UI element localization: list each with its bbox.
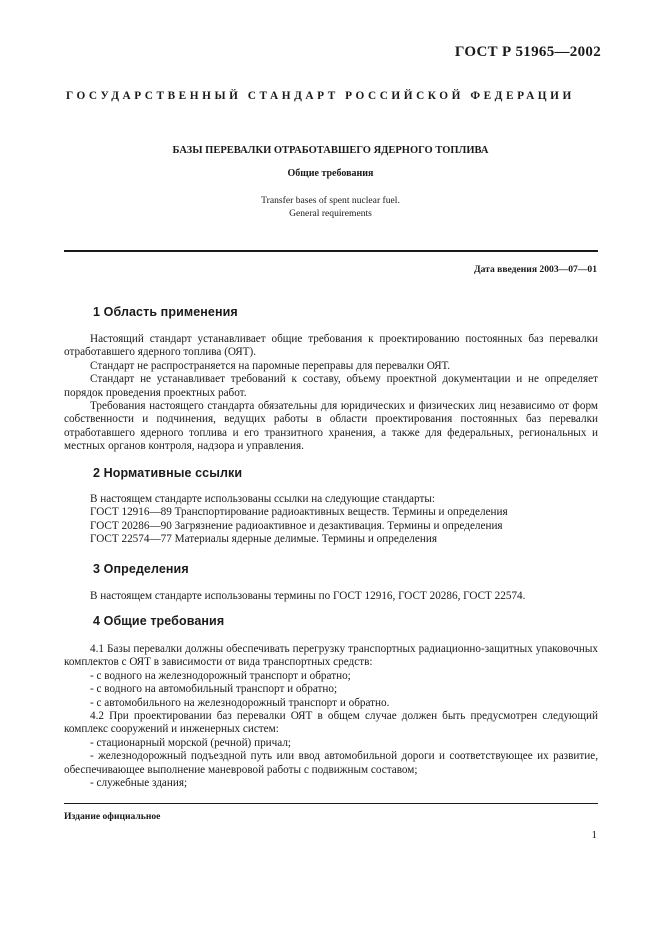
reference-item: ГОСТ 12916—89 Транспортирование радиоактивных веществ. Термины и определения	[90, 506, 508, 519]
footer-divider	[64, 803, 598, 804]
section-1-paragraph-3: Стандарт не устанавливает требований к составу, объему проектной документации и не определяет порядок проведения проектных работ.	[64, 373, 598, 399]
reference-item: ГОСТ 20286—90 Загрязнение радиоактивное и дезактивация. Термины и определения	[90, 519, 503, 532]
section-1-paragraph-1: Настоящий стандарт устанавливает общие требования к проектированию постоянных баз перевалки отработавшего ядерного топлива (ОЯТ).	[64, 333, 598, 359]
english-title	[0, 195, 661, 220]
section-1-paragraph-2: Стандарт не распространяется на паромные переправы для перевалки ОЯТ.	[90, 359, 451, 372]
section-2-heading: 2 Нормативные ссылки	[93, 466, 243, 480]
english-title-line-2: General requirements	[289, 207, 372, 219]
state-standard-title: ГОСУДАРСТВЕННЫЙ СТАНДАРТ РОССИЙСКОЙ ФЕДЕРАЦИИ	[66, 90, 575, 102]
section-4	[64, 614, 598, 790]
introduction-date: Дата введения 2003—07—01	[474, 264, 597, 275]
section-4-paragraph-1: 4.1 Базы перевалки должны обеспечивать перегрузку транспортных радиационно-защитных упаковочных комплектов с ОЯТ в зависимости от вида транспортных средств:	[64, 643, 598, 669]
english-title-line-1: Transfer bases of spent nuclear fuel.	[261, 195, 400, 206]
section-1-heading: 1 Область применения	[93, 305, 238, 319]
list-item: - служебные здания;	[90, 777, 188, 790]
list-item: - с водного на железнодорожный транспорт и обратно;	[90, 669, 351, 682]
list-item: - с автомобильного на железнодорожный транспорт и обратно.	[90, 696, 390, 709]
standard-subtitle: Общие требования	[287, 168, 374, 179]
document-code: ГОСТ Р 51965—2002	[454, 44, 601, 60]
section-4-heading: 4 Общие требования	[93, 614, 225, 628]
section-1	[64, 305, 598, 454]
list-item: - железнодорожный подъездной путь или ввод автомобильной дороги и соответствующее их развитие, обеспечивающее выполнение маневровой работы с подвижным составом;	[64, 750, 598, 776]
section-3-heading: 3 Определения	[93, 562, 189, 576]
section-3-paragraph-1: В настоящем стандарте использованы термины по ГОСТ 12916, ГОСТ 20286, ГОСТ 22574.	[90, 590, 526, 602]
section-2-intro: В настоящем стандарте использованы ссылки на следующие стандарты:	[90, 493, 435, 505]
header-divider	[64, 250, 598, 252]
list-item: - с водного на автомобильный транспорт и обратно;	[90, 683, 338, 696]
section-3	[64, 562, 598, 603]
section-1-paragraph-4: Требования настоящего стандарта обязательны для юридических и физических лиц независимо от форм собственности и подчинения, ведущих работы в области проектирования постоянных баз перевалки отработавшего ядерного топлива и его транзитного хранения, а также для федеральных, региональных и местных органов контроля, надзора и управления.	[64, 400, 598, 453]
edition-label: Издание официальное	[64, 811, 161, 822]
list-item: - стационарный морской (речной) причал;	[90, 736, 292, 749]
standard-title: БАЗЫ ПЕРЕВАЛКИ ОТРАБОТАВШЕГО ЯДЕРНОГО ТОПЛИВА	[172, 145, 489, 156]
section-2	[64, 466, 598, 547]
section-4-paragraph-2: 4.2 При проектировании баз перевалки ОЯТ в общем случае должен быть предусмотрен следующий комплекс сооружений и инженерных систем:	[64, 710, 598, 736]
reference-item: ГОСТ 22574—77 Материалы ядерные делимые. Термины и определения	[90, 533, 437, 546]
page-number: 1	[591, 829, 597, 841]
